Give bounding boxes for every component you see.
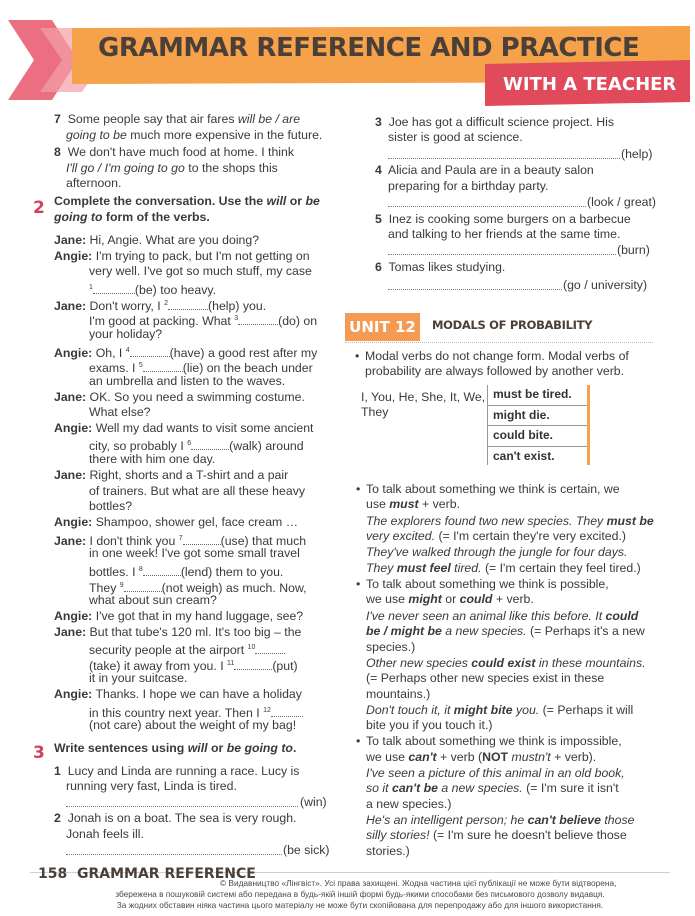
answer-line-3-1[interactable] — [66, 806, 298, 807]
rule-bullet-1-cont: probability are always followed by another verb. — [365, 364, 625, 378]
dialogue-line: Angie: Shampoo, shower gel, face cream … — [54, 515, 298, 529]
example-line: species.) — [366, 640, 416, 654]
answer-line-3-2[interactable] — [66, 854, 282, 855]
exercise-item-8-cont: I'll go / I'm going to go to the shops this — [66, 161, 278, 175]
exercise-3-item-5: 5 Inez is cooking some burgers on a barbecue — [375, 212, 631, 226]
answer-blank-11[interactable] — [234, 659, 272, 670]
exercise-3-item-4: 4 Alicia and Paula are in a beauty salon — [375, 163, 594, 177]
subjects-label-cont: They — [361, 405, 389, 419]
dialogue-line: exams. I $^5$ (lie) on the beach under — [89, 361, 313, 376]
dialogue-line: (take) it away from you. I $^{11}$ (put) — [89, 659, 298, 674]
rule-bullet-3: • To talk about something we think is possible, — [366, 577, 609, 593]
modal-example: must be tired. — [488, 385, 588, 406]
dialogue-line: bottles? — [89, 499, 133, 513]
example-line: very excited. (= I'm certain they're very excited.) — [366, 529, 626, 543]
answer-blank-5[interactable] — [143, 361, 183, 372]
section-number-3: 3 — [33, 743, 45, 763]
dialogue-line: your holiday? — [89, 327, 163, 341]
unit-badge: UNIT 12 — [345, 313, 420, 341]
dialogue-line: what about sun cream? — [89, 593, 217, 607]
answer-blank-9[interactable] — [124, 581, 162, 592]
dialogue-line: bottles. I $^8$ (lend) them to you. — [89, 565, 284, 580]
dialogue-line: it in your suitcase. — [89, 671, 188, 685]
copyright-line: збережена в пошуковій системі або передана в будь-якій іншій формі будь-якими способами без письмового дозволу видавця. — [115, 889, 605, 899]
dialogue-line: They $^9$ (not weigh) as much. Now, — [89, 581, 307, 596]
exercise-3-item-5-cont: and talking to her friends at the same time. — [388, 227, 621, 241]
hint-3-6: (go / university) — [563, 278, 648, 292]
section-2-instruction-cont: going to form of the verbs. — [54, 210, 210, 224]
page-number-section: 158 GRAMMAR REFERENCE — [38, 866, 256, 882]
example-line: They've walked through the jungle for four days. — [366, 545, 628, 559]
hint-3-4: (look / great) — [587, 195, 657, 209]
answer-blank-10[interactable] — [255, 643, 285, 654]
answer-line-3-3[interactable] — [388, 158, 620, 159]
example-line: I've seen a picture of this animal in an old book, — [366, 766, 625, 780]
dialogue-line: Angie: Oh, I $^4$ (have) a good rest after my — [54, 346, 318, 361]
section-2-instruction: Complete the conversation. Use the will or be — [54, 194, 320, 208]
dialogue-line: Angie: I've got that in my hand luggage, see? — [54, 609, 304, 623]
dialogue-line: Jane: Don't worry, I $^2$ (help) you. — [54, 299, 267, 314]
answer-blank-6[interactable] — [191, 439, 229, 450]
dialogue-line: of trainers. But what are all these heavy — [89, 484, 305, 498]
rule-bullet-4: • To talk about something we think is impossible, — [366, 734, 622, 750]
example-line: bite you if you touch it.) — [366, 718, 493, 732]
dialogue-line: (not care) about the weight of my bag! — [89, 718, 297, 732]
dialogue-line: in one week! I've got some small travel — [89, 546, 300, 560]
unit-divider — [345, 342, 653, 343]
exercise-3-item-3: 3 Joe has got a difficult science project. His — [375, 115, 615, 129]
copyright-line: © Видавництво «Лінгвіст». Усі права захищені. Жодна частина цієї публікації не може бути відтворена, — [220, 878, 617, 888]
answer-line-3-4[interactable] — [388, 206, 586, 207]
modal-example: can't exist. — [493, 449, 555, 464]
dialogue-line: Angie: Thanks. I hope we can have a holiday — [54, 687, 302, 701]
example-line: so it can't be a new species. (= I'm sure it isn't — [366, 781, 619, 795]
header-banner — [0, 0, 695, 110]
answer-blank-2[interactable] — [168, 299, 208, 310]
rule-bullet-3-cont: we use might or could + verb. — [366, 592, 534, 606]
dialogue-line: there with him one day. — [89, 452, 216, 466]
example-line: be / might be a new species. (= Perhaps it's a new — [366, 624, 645, 638]
example-line: stories.) — [366, 844, 410, 858]
exercise-item-7: 7 Some people say that air fares will be / are — [54, 112, 301, 126]
example-line: The explorers found two new species. They must be — [366, 514, 654, 528]
dialogue-line: Angie: Well my dad wants to visit some ancient — [54, 421, 314, 435]
answer-blank-12[interactable] — [271, 706, 303, 717]
dialogue-line: Jane: Hi, Angie. What are you doing? — [54, 233, 260, 247]
modal-example: could bite. — [488, 426, 588, 447]
answer-blank-4[interactable] — [130, 346, 170, 357]
exercise-3-item-6: 6 Tomas likes studying. — [375, 260, 506, 274]
dialogue-line: security people at the airport $^{10}$ — [89, 640, 285, 659]
exercise-3-item-2: 2 Jonah is on a boat. The sea is very rough. — [54, 811, 297, 825]
exercise-item-8-cont2: afternoon. — [66, 176, 122, 190]
answer-blank-1[interactable] — [93, 283, 135, 294]
table-accent-bar — [587, 385, 590, 465]
dialogue-line: in this country next year. Then I $^{12}$ — [89, 703, 303, 722]
exercise-3-item-2-cont: Jonah feels ill. — [66, 827, 144, 841]
copyright-line: За жодних обставин ніяка частина цього матеріалу не може бути скопійована для перепродажу або для іншого використання. — [116, 900, 604, 910]
modal-examples-table — [487, 385, 588, 465]
answer-blank-7[interactable] — [183, 534, 221, 545]
exercise-3-item-1-cont: running very fast, Linda is tired. — [66, 779, 237, 793]
exercise-3-item-3-cont: sister is good at science. — [388, 130, 523, 144]
subjects-label: I, You, He, She, It, We, — [361, 390, 486, 404]
exercise-item-8: 8 We don't have much food at home. I think — [54, 145, 295, 159]
section-3-instruction: Write sentences using will or be going to. — [54, 741, 297, 755]
dialogue-line: Jane: OK. So you need a swimming costume. — [54, 390, 305, 404]
hint-3-3: (help) — [621, 147, 653, 161]
dialogue-line: Angie: I'm trying to pack, but I'm not getting on — [54, 249, 310, 263]
example-line: mountains.) — [366, 687, 431, 701]
hint-3-5: (burn) — [617, 243, 650, 257]
example-line: Other new species could exist in these mountains. — [366, 656, 646, 670]
example-line: They must feel tired. (= I'm certain they feel tired.) — [366, 561, 641, 575]
rule-bullet-4-cont: we use can't + verb (NOT mustn't + verb). — [366, 750, 597, 764]
rule-bullet-2-cont: use must + verb. — [366, 497, 460, 511]
example-line: (= Perhaps other new species exist in these — [366, 671, 605, 685]
dialogue-line: I'm good at packing. What $^3$ (do) on — [89, 314, 318, 329]
rule-bullet-1: • Modal verbs do not change form. Modal verbs of — [365, 349, 629, 365]
page-title: GRAMMAR REFERENCE AND PRACTICE — [98, 33, 640, 63]
dialogue-line: an umbrella and listen to the waves. — [89, 374, 286, 388]
answer-blank-3[interactable] — [238, 314, 278, 325]
exercise-3-item-4-cont: preparing for a birthday party. — [388, 179, 549, 193]
hint-3-2: (be sick) — [283, 843, 330, 857]
example-line: He's an intelligent person; he can't believe those — [366, 813, 635, 827]
dialogue-line: What else? — [89, 405, 151, 419]
answer-line-3-5[interactable] — [388, 254, 616, 255]
example-line: silly stories! (= I'm sure he doesn't believe those — [366, 828, 627, 842]
page-subtitle: WITH A TEACHER — [503, 74, 677, 95]
dialogue-line: city, so probably I $^6$ (walk) around — [89, 439, 304, 454]
exercise-item-7-cont: going to be much more expensive in the future. — [66, 128, 323, 142]
hint-3-1: (win) — [300, 795, 327, 809]
answer-blank-8[interactable] — [143, 565, 181, 576]
example-line: I've never seen an animal like this before. It could — [366, 609, 639, 623]
unit-title: MODALS OF PROBABILITY — [432, 318, 593, 332]
example-line: Don't touch it, it might bite you. (= Perhaps it will — [366, 703, 634, 717]
answer-line-3-6[interactable] — [388, 289, 562, 290]
modal-example: might die. — [488, 406, 588, 427]
dialogue-line: very well. I've got so much stuff, my case — [89, 264, 312, 278]
rule-bullet-2: • To talk about something we think is certain, we — [366, 482, 620, 498]
example-line: a new species.) — [366, 797, 452, 811]
dialogue-line: Jane: But that tube's 120 ml. It's too big – the — [54, 625, 302, 639]
exercise-3-item-1: 1 Lucy and Linda are running a race. Lucy is — [54, 764, 300, 778]
dialogue-line: Jane: Right, shorts and a T-shirt and a pair — [54, 468, 289, 482]
dialogue-line: $^1$ (be) too heavy. — [89, 283, 217, 298]
dialogue-line: Jane: I don't think you $^7$ (use) that much — [54, 534, 307, 549]
section-number-2: 2 — [33, 198, 45, 218]
